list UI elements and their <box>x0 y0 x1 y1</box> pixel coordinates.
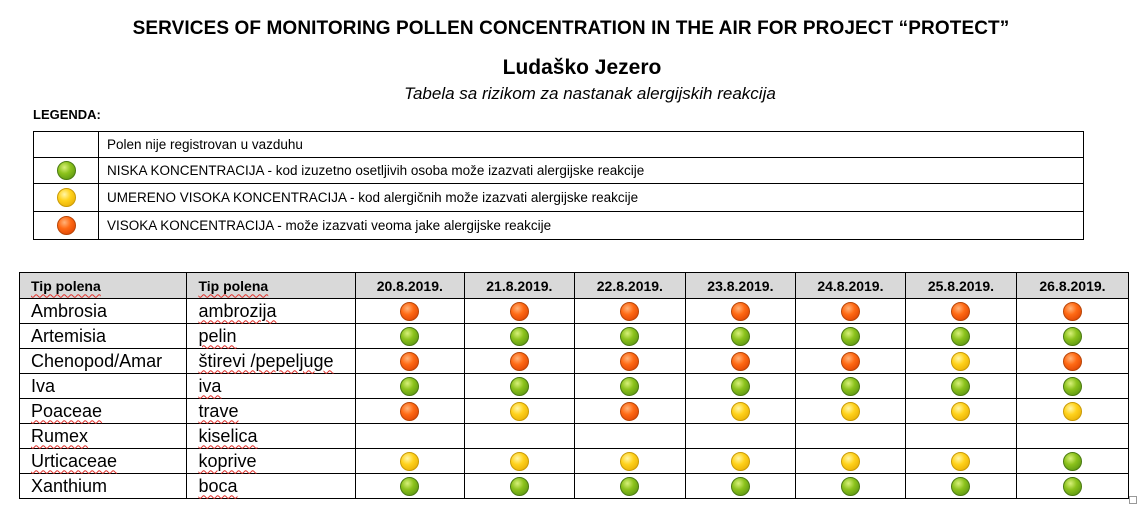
green-dot-icon <box>1063 327 1082 346</box>
concentration-cell <box>905 449 1016 474</box>
column-header-date: 26.8.2019. <box>1016 273 1128 299</box>
concentration-cell <box>464 399 574 424</box>
latin-name-cell <box>20 449 187 474</box>
local-name: boca <box>198 475 238 496</box>
concentration-cell <box>355 474 464 499</box>
legend-row-none <box>34 132 1084 158</box>
concentration-cell <box>355 324 464 349</box>
column-header-type <box>20 273 187 299</box>
legend-table <box>33 131 1084 240</box>
latin-name-cell <box>20 349 187 374</box>
yellow-dot-icon <box>400 452 419 471</box>
latin-name: Rumex <box>31 425 89 446</box>
yellow-dot-icon <box>620 452 639 471</box>
column-header-date: 22.8.2019. <box>574 273 685 299</box>
yellow-dot-icon <box>1063 402 1082 421</box>
concentration-cell <box>795 474 905 499</box>
concentration-cell <box>795 324 905 349</box>
green-dot-icon <box>731 327 750 346</box>
yellow-dot-icon <box>841 452 860 471</box>
concentration-cell <box>685 299 795 324</box>
green-dot-icon <box>841 477 860 496</box>
concentration-cell <box>905 299 1016 324</box>
green-dot-icon <box>57 161 76 180</box>
local-name: ambrozija <box>198 300 277 321</box>
concentration-cell <box>574 299 685 324</box>
table-row <box>20 474 1129 499</box>
orange-dot-icon <box>57 216 76 235</box>
column-header-date: 21.8.2019. <box>464 273 574 299</box>
concentration-cell <box>1016 474 1128 499</box>
green-dot-icon <box>400 477 419 496</box>
orange-dot-icon <box>841 302 860 321</box>
green-dot-icon <box>731 377 750 396</box>
local-name: štirevi /pepeljuge <box>198 350 334 371</box>
latin-name: Chenopod/Amar <box>31 350 163 371</box>
concentration-cell <box>795 424 905 449</box>
concentration-cell <box>905 424 1016 449</box>
yellow-dot-icon <box>951 352 970 371</box>
concentration-cell <box>1016 324 1128 349</box>
concentration-cell <box>905 349 1016 374</box>
green-dot-icon <box>400 377 419 396</box>
yellow-dot-icon <box>510 402 529 421</box>
legend-row-high <box>34 212 1084 240</box>
green-dot-icon <box>841 327 860 346</box>
concentration-cell <box>1016 299 1128 324</box>
concentration-cell <box>795 399 905 424</box>
orange-dot-icon <box>951 302 970 321</box>
concentration-cell <box>905 474 1016 499</box>
latin-name-cell <box>20 399 187 424</box>
green-dot-icon <box>510 377 529 396</box>
concentration-cell <box>1016 374 1128 399</box>
orange-dot-icon <box>1063 352 1082 371</box>
local-name-cell <box>187 474 355 499</box>
orange-dot-icon <box>400 352 419 371</box>
legend-text: UMERENO VISOKA KONCENTRACIJA - kod alergičnih može izazvati alergijske reakcije <box>99 184 1084 212</box>
latin-name-cell <box>20 424 187 449</box>
concentration-cell <box>685 374 795 399</box>
orange-dot-icon <box>841 352 860 371</box>
table-row <box>20 399 1129 424</box>
concentration-cell <box>464 349 574 374</box>
green-dot-icon <box>400 327 419 346</box>
orange-dot-icon <box>731 302 750 321</box>
concentration-cell <box>574 349 685 374</box>
latin-name: Artemisia <box>31 325 107 346</box>
column-header-date: 24.8.2019. <box>795 273 905 299</box>
location-title: Ludaško Jezero <box>502 56 662 79</box>
concentration-cell <box>685 424 795 449</box>
orange-dot-icon <box>620 402 639 421</box>
local-name-cell <box>187 349 355 374</box>
green-dot-icon <box>510 327 529 346</box>
yellow-dot-icon <box>510 452 529 471</box>
local-name: koprive <box>198 450 257 471</box>
concentration-cell <box>685 474 795 499</box>
concentration-cell <box>795 299 905 324</box>
column-header-date: 23.8.2019. <box>685 273 795 299</box>
latin-name: Poaceae <box>31 400 103 421</box>
local-name-cell <box>187 299 355 324</box>
concentration-cell <box>355 374 464 399</box>
local-name: trave <box>198 400 239 421</box>
page-title: SERVICES OF MONITORING POLLEN CONCENTRATION IN THE AIR FOR PROJECT “PROTECT” <box>132 18 1010 39</box>
concentration-cell <box>1016 349 1128 374</box>
latin-name-cell <box>20 299 187 324</box>
local-name-cell <box>187 449 355 474</box>
table-row <box>20 424 1129 449</box>
orange-dot-icon <box>1063 302 1082 321</box>
column-header-date: 20.8.2019. <box>355 273 464 299</box>
concentration-cell <box>355 349 464 374</box>
table-row <box>20 349 1129 374</box>
orange-dot-icon <box>731 352 750 371</box>
table-caption: Tabela sa rizikom za nastanak alergijskih reakcija <box>404 84 776 103</box>
concentration-cell <box>685 324 795 349</box>
legend-swatch-empty <box>34 132 99 158</box>
latin-name: Ambrosia <box>31 300 108 321</box>
table-header-row <box>20 273 1129 299</box>
pollen-table <box>19 272 1129 499</box>
green-dot-icon <box>620 327 639 346</box>
concentration-cell <box>795 449 905 474</box>
concentration-cell <box>464 474 574 499</box>
concentration-cell <box>574 449 685 474</box>
local-name-cell <box>187 374 355 399</box>
local-name: kiselica <box>198 425 258 446</box>
latin-name: Urticaceae <box>31 450 118 471</box>
yellow-dot-icon <box>57 188 76 207</box>
concentration-cell <box>355 299 464 324</box>
concentration-cell <box>685 399 795 424</box>
table-row <box>20 449 1129 474</box>
concentration-cell <box>464 449 574 474</box>
green-dot-icon <box>841 377 860 396</box>
orange-dot-icon <box>400 302 419 321</box>
concentration-cell <box>1016 424 1128 449</box>
yellow-dot-icon <box>731 402 750 421</box>
header-text: Tip polena <box>31 277 101 294</box>
concentration-cell <box>905 324 1016 349</box>
concentration-cell <box>574 399 685 424</box>
local-name-cell <box>187 324 355 349</box>
legend-text: Polen nije registrovan u vazduhu <box>99 132 1084 158</box>
concentration-cell <box>905 374 1016 399</box>
concentration-cell <box>905 399 1016 424</box>
local-name-cell <box>187 399 355 424</box>
concentration-cell <box>1016 399 1128 424</box>
concentration-cell <box>574 424 685 449</box>
latin-name-cell <box>20 324 187 349</box>
legend-label: LEGENDA: <box>33 107 101 122</box>
concentration-cell <box>795 349 905 374</box>
concentration-cell <box>464 374 574 399</box>
table-row <box>20 324 1129 349</box>
legend-row-low <box>34 158 1084 184</box>
table-row <box>20 299 1129 324</box>
green-dot-icon <box>1063 452 1082 471</box>
concentration-cell <box>1016 449 1128 474</box>
green-dot-icon <box>1063 477 1082 496</box>
green-dot-icon <box>510 477 529 496</box>
column-header-type <box>187 273 355 299</box>
yellow-dot-icon <box>731 452 750 471</box>
column-header-date: 25.8.2019. <box>905 273 1016 299</box>
concentration-cell <box>795 374 905 399</box>
yellow-dot-icon <box>951 452 970 471</box>
green-dot-icon <box>951 477 970 496</box>
concentration-cell <box>574 324 685 349</box>
concentration-cell <box>574 474 685 499</box>
concentration-cell <box>355 399 464 424</box>
concentration-cell <box>464 299 574 324</box>
legend-text: VISOKA KONCENTRACIJA - može izazvati veoma jake alergijske reakcije <box>99 212 1084 240</box>
orange-dot-icon <box>620 352 639 371</box>
local-name: pelin <box>198 325 237 346</box>
orange-dot-icon <box>400 402 419 421</box>
resize-handle <box>1129 496 1137 504</box>
latin-name: Iva <box>31 375 56 396</box>
orange-dot-icon <box>510 302 529 321</box>
local-name: iva <box>198 375 222 396</box>
concentration-cell <box>685 449 795 474</box>
concentration-cell <box>355 424 464 449</box>
legend-text: NISKA KONCENTRACIJA - kod izuzetno osetljivih osoba može izazvati alergijske reakcije <box>99 158 1084 184</box>
green-dot-icon <box>951 327 970 346</box>
yellow-dot-icon <box>841 402 860 421</box>
green-dot-icon <box>620 377 639 396</box>
green-dot-icon <box>731 477 750 496</box>
concentration-cell <box>685 349 795 374</box>
concentration-cell <box>355 449 464 474</box>
table-row <box>20 374 1129 399</box>
header-text: Tip polena <box>198 277 269 294</box>
concentration-cell <box>464 424 574 449</box>
orange-dot-icon <box>620 302 639 321</box>
local-name-cell <box>187 424 355 449</box>
concentration-cell <box>574 374 685 399</box>
yellow-dot-icon <box>951 402 970 421</box>
green-dot-icon <box>1063 377 1082 396</box>
latin-name-cell <box>20 374 187 399</box>
green-dot-icon <box>620 477 639 496</box>
concentration-cell <box>464 324 574 349</box>
latin-name-cell <box>20 474 187 499</box>
legend-row-moderate <box>34 184 1084 212</box>
green-dot-icon <box>951 377 970 396</box>
orange-dot-icon <box>510 352 529 371</box>
latin-name: Xanthium <box>31 475 108 496</box>
